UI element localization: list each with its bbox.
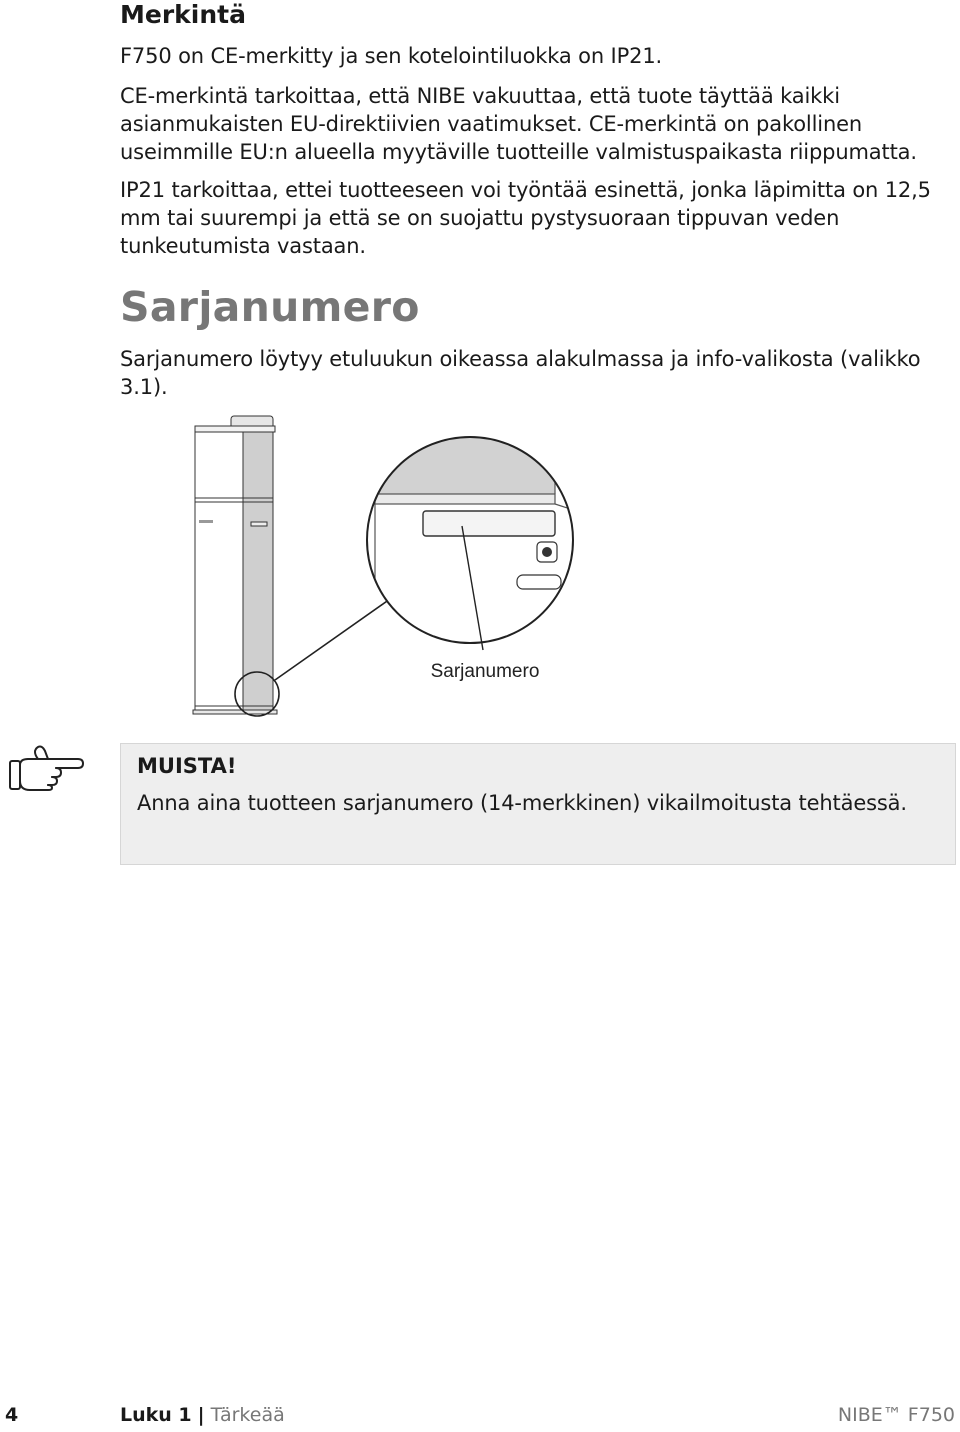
- serial-number-illustration: [185, 412, 605, 722]
- reminder-note: [120, 743, 956, 865]
- serial-number-heading: Sarjanumero: [120, 283, 420, 331]
- paragraph-ce-marking: F750 on CE-merkitty ja sen kotelointiluokka on IP21.: [120, 44, 663, 68]
- product-name: NIBE™ F750: [837, 1404, 955, 1426]
- paragraph-ip21: IP21 tarkoittaa, ettei tuotteeseen voi työntää esinettä, jonka läpimitta on 12,5 mm tai suurempi ja että se on suojattu pystysuoraan tippuvan veden tunkeutumista vastaan.: [120, 178, 931, 258]
- magnified-detail: [355, 432, 595, 652]
- chapter-name: Tärkeää: [210, 1404, 285, 1426]
- chapter-breadcrumb: [120, 1398, 285, 1432]
- section-title: Merkintä: [120, 0, 246, 29]
- page-number: 4: [5, 1404, 19, 1426]
- paragraph-ce-meaning: CE-merkintä tarkoittaa, että NIBE vakuuttaa, että tuote täyttää kaikki asianmukaisten EU-direktiivien vaatimukset. CE-merkintä on pakollinen useimmille EU:n alueella myytäville tuotteille valmistuspaikasta riippumatta.: [120, 84, 917, 164]
- paragraph-serial-location: Sarjanumero löytyy etuluukun oikeassa alakulmassa ja info-valikosta (valikko 3.1).: [120, 347, 921, 399]
- page-footer: [0, 1398, 960, 1432]
- chapter-label: Luku 1: [120, 1404, 192, 1426]
- note-text: Anna aina tuotteen sarjanumero (14-merkkinen) vikailmoitusta tehtäessä.: [137, 791, 907, 815]
- heat-pump-unit: [193, 416, 277, 714]
- pointing-hand-icon: [8, 743, 86, 791]
- chapter-separator: |: [197, 1404, 205, 1426]
- serial-number-callout-label: Sarjanumero: [430, 661, 540, 682]
- note-title: MUISTA!: [137, 754, 237, 778]
